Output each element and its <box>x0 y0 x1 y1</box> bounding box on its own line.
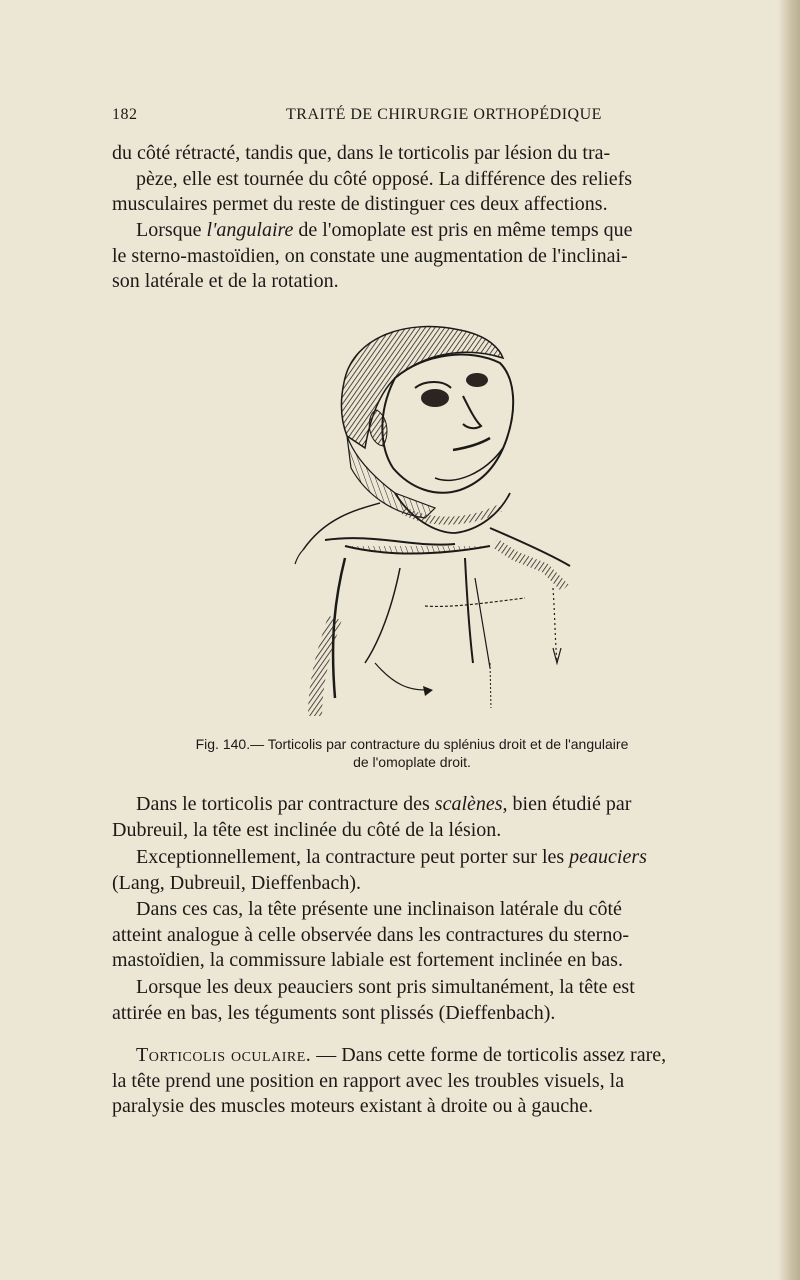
running-head <box>112 106 712 130</box>
figure-caption <box>112 735 712 771</box>
text-line: Dans ces cas, la tête présente une inclinaison latérale du côté <box>136 898 622 920</box>
paragraph-angulaire <box>112 218 714 295</box>
text-line <box>112 218 714 244</box>
text-line: le sterno-mastoïdien, on constate une augmentation de l'inclinai- <box>112 244 628 267</box>
text-line: Dubreuil, la tête est inclinée du côté de la lésion. <box>112 818 502 841</box>
text-line: atteint analogue à celle observée dans les contractures du sterno- <box>112 923 630 946</box>
text-line <box>112 792 714 818</box>
text-line: pèze, elle est tournée du côté opposé. La différence des reliefs <box>136 167 633 190</box>
paragraph-continuation <box>112 141 714 218</box>
text-run: de l'omoplate est pris en même temps que <box>293 219 633 241</box>
page-edge-shadow <box>778 0 800 1280</box>
text-line: musculaires permet du reste de distinguer ces deux affections. <box>112 193 608 215</box>
paragraph-scalenes <box>112 792 714 843</box>
paragraph-oculaire <box>112 1043 714 1120</box>
italic-term: peauciers <box>569 846 647 868</box>
section-lead: Torticolis oculaire. <box>136 1044 312 1066</box>
paragraph-peauciers <box>112 845 714 896</box>
text-line: mastoïdien, la commissure labiale est fortement inclinée en bas. <box>112 949 623 971</box>
page-number: 182 <box>112 106 138 123</box>
text-line: la tête prend une position en rapport avec les troubles visuels, la <box>112 1069 625 1092</box>
text-line <box>112 845 714 871</box>
text-line: Lorsque les deux peauciers sont pris simultanément, la tête est <box>136 976 635 998</box>
text-line: son latérale et de la rotation. <box>112 270 339 292</box>
torticolis-illustration <box>285 318 585 722</box>
paragraph-inclinaison <box>112 897 714 974</box>
caption-line: de l'omoplate droit. <box>353 754 471 770</box>
text-run: — Dans cette forme de torticolis assez rare, <box>311 1044 667 1066</box>
italic-term: scalènes <box>434 793 503 815</box>
text-run: Lorsque <box>136 219 207 241</box>
paragraph-deux-peauciers <box>112 975 714 1026</box>
text-line: paralysie des muscles moteurs existant à droite ou à gauche. <box>112 1095 593 1117</box>
text-run: Exceptionnellement, la contracture peut porter sur les <box>136 846 570 868</box>
text-run: , bien étudié par <box>502 793 632 815</box>
italic-term: l'angulaire <box>206 219 294 241</box>
text-line: attirée en bas, les téguments sont plissés (Dieffenbach). <box>112 1001 556 1024</box>
text-line: du côté rétracté, tandis que, dans le torticolis par lésion du tra- <box>112 142 611 164</box>
caption-line: Fig. 140.— Torticolis par contracture du splénius droit et de l'angulaire <box>195 736 629 752</box>
text-run: Dans le torticolis par contracture des <box>136 793 435 815</box>
running-title: TRAITÉ DE CHIRURGIE ORTHOPÉDIQUE <box>286 106 602 123</box>
text-line <box>112 1043 714 1069</box>
text-line: (Lang, Dubreuil, Dieffenbach). <box>112 871 361 894</box>
